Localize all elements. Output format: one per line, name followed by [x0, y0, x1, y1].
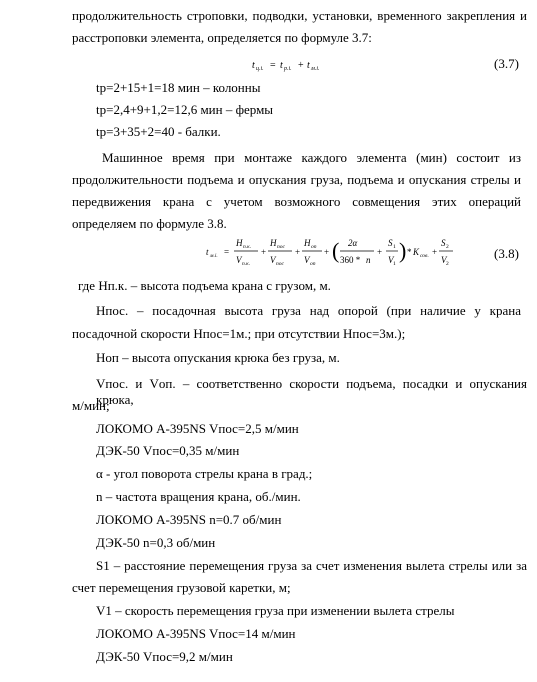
svg-text:2: 2 [446, 261, 449, 267]
definition-v-line-1: Vпос. и Vоп. – соответственно скорости подъема, посадки и опускания крюка, [96, 376, 527, 407]
svg-text:S: S [441, 238, 446, 248]
lokomo-v1: ЛОКОМО А-395NS Vпос=14 м/мин [96, 626, 296, 641]
svg-text:360 *: 360 * [340, 255, 361, 265]
svg-text:V: V [236, 255, 242, 265]
svg-text:t: t [252, 60, 255, 71]
svg-text:K: K [413, 247, 420, 257]
definition-s1-line-1: S1 – расстояние перемещения груза за счет изменения вылета стрелы или за [96, 558, 527, 573]
svg-text:1: 1 [393, 261, 396, 267]
svg-text:H: H [304, 238, 311, 248]
svg-text:+: + [298, 60, 304, 71]
dek-v-pos: ДЭК-50 Vпос=0,35 м/мин [96, 443, 240, 458]
definition-s1-line-2: счет перемещения грузовой каретки, м; [72, 580, 291, 595]
paragraph-2-line-2: продолжительности подъема и опускания груза, подъема и опускания стрелы и [72, 172, 521, 187]
dek-v1: ДЭК-50 Vпос=9,2 м/мин [96, 649, 233, 664]
svg-text:=: = [270, 60, 276, 71]
svg-text:S: S [388, 238, 393, 248]
svg-text:+: + [432, 247, 438, 257]
svg-text:t: t [307, 60, 310, 71]
svg-text:): ) [399, 238, 407, 263]
definition-alpha: α - угол поворота стрелы крана в град.; [96, 466, 313, 481]
t-columns: tр=2+15+1=18 мин – колонны [96, 80, 261, 95]
definition-h-pos-line-2: посадочной скорости Нпос=1м.; при отсутствии Нпос=3м.); [72, 326, 406, 341]
definition-v1: V1 – скорость перемещения груза при изменении вылета стрелы [96, 603, 455, 618]
definition-v-line-2: м/мин; [72, 398, 110, 413]
paragraph-2-line-4: определяем по формуле 3.8. [72, 216, 227, 231]
paragraph-1-line-2: расстроповки элемента, определяется по формуле 3.7: [72, 30, 372, 45]
svg-text:м.i.: м.i. [311, 66, 320, 72]
svg-text:t: t [206, 247, 209, 257]
svg-text:+: + [295, 247, 301, 257]
svg-text:оп: оп [311, 244, 317, 250]
svg-text:пос: пос [277, 244, 285, 250]
svg-text:=: = [224, 247, 230, 257]
definition-h-op: Ноп – высота опускания крюка без груза, м. [96, 350, 340, 365]
svg-text:оп: оп [310, 261, 316, 267]
svg-text:V: V [388, 255, 394, 265]
formula-3-7 [250, 55, 340, 75]
svg-text:H: H [270, 238, 277, 248]
svg-text:V: V [441, 255, 447, 265]
paragraph-2-line-1: Машинное время при монтаже каждого элемента (мин) состоит из [102, 150, 521, 165]
svg-text:(: ( [332, 238, 340, 263]
svg-text:V: V [270, 255, 276, 265]
dek-n: ДЭК-50 n=0,3 об/мин [96, 535, 216, 550]
t-beams: tр=3+35+2=40 - балки. [96, 124, 221, 139]
formula-3-8 [206, 232, 456, 272]
svg-text:пос: пос [276, 261, 284, 267]
svg-text:+: + [261, 247, 267, 257]
equation-number-3-8: (3.8) [494, 246, 519, 261]
svg-text:+: + [377, 247, 383, 257]
svg-text:n: n [366, 255, 371, 265]
svg-text:t: t [280, 60, 283, 71]
svg-text:ц.i.: ц.i. [256, 66, 264, 72]
svg-text:+: + [324, 247, 330, 257]
svg-text:V: V [304, 255, 310, 265]
svg-text:2: 2 [446, 244, 449, 250]
lokomo-v-pos: ЛОКОМО А-395NS Vпос=2,5 м/мин [96, 421, 299, 436]
t-trusses: tр=2,4+9+1,2=12,6 мин – фермы [96, 102, 274, 117]
paragraph-1-line-1: продолжительность строповки, подводки, установки, временного закрепления и [72, 8, 527, 23]
svg-text:п.к.: п.к. [243, 244, 252, 250]
paragraph-2-line-3: передвижения крана с учетом возможного совмещения этих операций [72, 194, 521, 209]
svg-text:H: H [236, 238, 243, 248]
equation-number-3-7: (3.7) [494, 56, 519, 71]
lokomo-n: ЛОКОМО А-395NS n=0.7 об/мин [96, 512, 282, 527]
svg-text:*: * [407, 247, 412, 257]
definition-n: n – частота вращения крана, об./мин. [96, 489, 301, 504]
svg-text:1: 1 [393, 244, 396, 250]
definition-h-pos-line-1: Нпос. – посадочная высота груза над опорой (при наличие у крана [96, 303, 521, 318]
svg-text:м.i.: м.i. [210, 253, 218, 259]
svg-text:сов.: сов. [420, 253, 429, 259]
svg-text:2α: 2α [348, 238, 358, 248]
svg-text:p.i.: p.i. [284, 66, 292, 72]
definition-h-pk: где Нп.к. – высота подъема крана с грузом, м. [78, 278, 331, 293]
svg-text:п.к.: п.к. [242, 261, 251, 267]
